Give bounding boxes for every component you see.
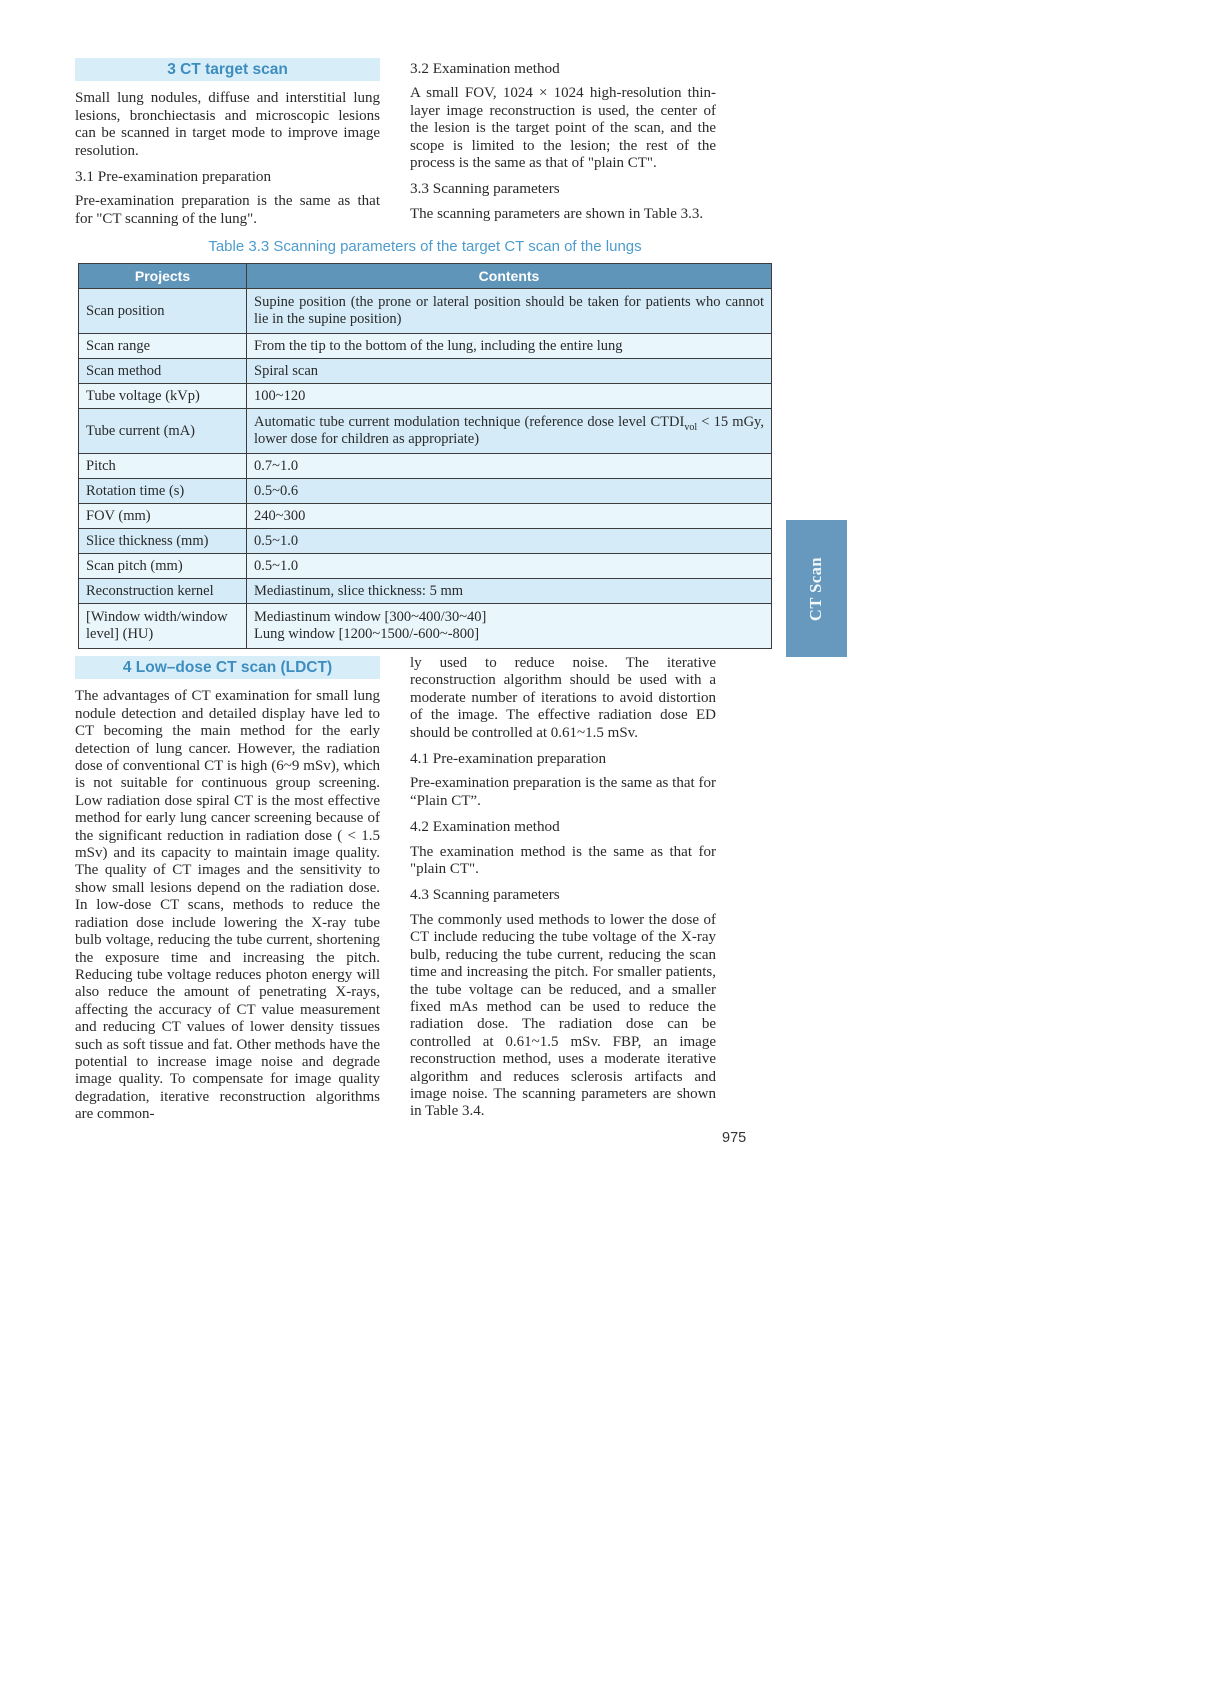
table-row-window-width-level xyxy=(79,604,772,649)
subsection-4-3-paragraph: The commonly used methods to lower the dose of CT include reducing the tube voltage of the X-ray bulb, reducing the tube current, reducing the scan time and increasing the pitch. For smaller patients, the tube voltage can be reduced, and a smaller fixed mAs method can be used to reduce the radiation dose. The radiation dose can be controlled at 0.61~1.5 mSv. FBP, an image reconstruction method, uses a moderate iterative algorithm and reduces sclerosis artifacts and image noise. The scanning parameters are shown in Table 3.4. xyxy=(410,911,716,1120)
window-mediastinum-line: Mediastinum window [300~400/30~40] xyxy=(254,609,487,625)
content-cell: 0.5~1.0 xyxy=(247,529,772,554)
section3-intro-paragraph: Small lung nodules, diffuse and interstitial lung lesions, bronchiectasis and microscopic lesions can be scanned in target mode to improve image resolution. xyxy=(75,90,380,159)
table-row-scan-range xyxy=(79,334,772,359)
project-cell: [Window width/window level] (HU) xyxy=(79,604,247,649)
chapter-side-tab-label: CT Scan xyxy=(806,556,826,621)
subsection-4-2-title: 4.2 Examination method xyxy=(410,818,560,836)
section4-intro-paragraph-right: ly used to reduce noise. The iterative reconstruction algorithm should be used with a moderate number of iterations to avoid distortion of the image. The effective radiation dose ED should be controlled at 0.61~1.5 mSv. xyxy=(410,655,716,741)
section4-intro-paragraph-left: The advantages of CT examination for small lung nodule detection and detailed display have led to CT becoming the main method for the early detection of lung cancer. However, the radiation dose of conventional CT is high (6~9 mSv), which is not suitable for continuous group screening. Low radiation dose spiral CT is the most effective method for early lung cancer screening because of the significant reduction in radiation dose ( < 1.5 mSv) and its capacity to maintain image quality. The quality of CT images and the sensitivity to show small lesions depend on the radiation dose. In low-dose CT scans, methods to reduce the radiation dose include lowering the X-ray tube bulb voltage, reducing the tube current, shortening the exposure time and increasing the pitch. Reducing tube voltage reduces photon energy will also reduce the amount of penetrating X-rays, affecting the accuracy of CT value measurement and reducing CT values of lower density tissues such as soft tissue and fat. Other methods have the potential to increase image noise and degrade image quality. To compensate for image quality degradation, iterative reconstruction algorithms are common- xyxy=(75,688,380,1123)
project-cell: FOV (mm) xyxy=(79,504,247,529)
subsection-3-1-title: 3.1 Pre-examination preparation xyxy=(75,168,272,186)
content-cell: Supine position (the prone or lateral position should be taken for patients who cannot lie in the supine position) xyxy=(247,289,772,334)
table-row-scan-position xyxy=(79,289,772,334)
table-row-scan-method xyxy=(79,359,772,384)
project-cell: Slice thickness (mm) xyxy=(79,529,247,554)
project-cell: Pitch xyxy=(79,454,247,479)
table-row-pitch xyxy=(79,454,772,479)
table-header-row xyxy=(79,264,772,289)
section4-left-column xyxy=(75,656,380,1132)
section3-right-column xyxy=(410,58,716,231)
subsection-4-3-title: 4.3 Scanning parameters xyxy=(410,886,560,904)
content-cell: 0.5~0.6 xyxy=(247,479,772,504)
tube-current-text: Automatic tube current modulation technique (reference dose level CTDI xyxy=(254,414,685,430)
table-row-scan-pitch xyxy=(79,554,772,579)
subsection-4-2-paragraph: The examination method is the same as that for "plain CT". xyxy=(410,843,716,878)
table-row-rotation-time xyxy=(79,479,772,504)
project-cell: Scan method xyxy=(79,359,247,384)
table-header-contents: Contents xyxy=(247,264,772,289)
tube-current-text: < 15 mGy, lower dose for children as appropriate) xyxy=(254,414,764,447)
content-cell xyxy=(247,409,772,454)
subsection-3-1-paragraph: Pre-examination preparation is the same as that for "CT scanning of the lung". xyxy=(75,193,380,227)
project-cell: Rotation time (s) xyxy=(79,479,247,504)
content-cell: Spiral scan xyxy=(247,359,772,384)
table-header-projects: Projects xyxy=(79,264,247,289)
table-title: Table 3.3 Scanning parameters of the target CT scan of the lungs xyxy=(208,238,642,255)
content-cell: Mediastinum, slice thickness: 5 mm xyxy=(247,579,772,604)
project-cell: Tube current (mA) xyxy=(79,409,247,454)
project-cell: Reconstruction kernel xyxy=(79,579,247,604)
content-cell xyxy=(247,604,772,649)
content-cell: From the tip to the bottom of the lung, including the entire lung xyxy=(247,334,772,359)
section4-heading: 4 Low–dose CT scan (LDCT) xyxy=(75,656,380,679)
scan-parameters-table xyxy=(78,263,772,649)
content-cell: 100~120 xyxy=(247,384,772,409)
subsection-4-1-title: 4.1 Pre-examination preparation xyxy=(410,750,607,768)
table-row-reconstruction-kernel xyxy=(79,579,772,604)
project-cell: Scan position xyxy=(79,289,247,334)
project-cell: Scan pitch (mm) xyxy=(79,554,247,579)
table-row-fov xyxy=(79,504,772,529)
subsection-3-2-title: 3.2 Examination method xyxy=(410,60,560,77)
table-row-slice-thickness xyxy=(79,529,772,554)
subsection-3-2-paragraph: A small FOV, 1024 × 1024 high-resolution thin-layer image reconstruction is used, the center of the lesion is the target point of the scan, and the scope is limited to the lesion; the rest of the process is the same as that of "plain CT". xyxy=(410,85,716,172)
subsection-4-1-paragraph: Pre-examination preparation is the same as that for “Plain CT”. xyxy=(410,775,716,809)
table-row-tube-voltage xyxy=(79,384,772,409)
content-cell: 0.7~1.0 xyxy=(247,454,772,479)
content-cell: 0.5~1.0 xyxy=(247,554,772,579)
window-lung-line: Lung window [1200~1500/-600~-800] xyxy=(254,626,480,642)
project-cell: Scan range xyxy=(79,334,247,359)
page-number: 975 xyxy=(722,1130,747,1146)
ctdi-subscript: vol xyxy=(684,421,698,433)
chapter-side-tab xyxy=(786,520,847,657)
table-row-tube-current xyxy=(79,409,772,454)
content-cell: 240~300 xyxy=(247,504,772,529)
subsection-3-3-title: 3.3 Scanning parameters xyxy=(410,180,560,198)
section4-right-column xyxy=(410,655,716,1129)
section3-left-column xyxy=(75,58,380,236)
project-cell: Tube voltage (kVp) xyxy=(79,384,247,409)
subsection-3-3-paragraph: The scanning parameters are shown in Table 3.3. xyxy=(410,205,704,222)
table-3-3-block xyxy=(78,238,772,649)
section3-heading: 3 CT target scan xyxy=(75,58,380,81)
